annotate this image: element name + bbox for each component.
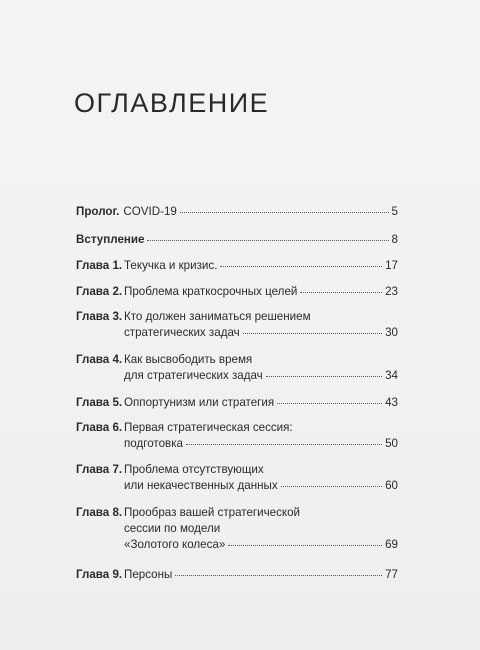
toc-entry-label: Глава 3. [76, 310, 123, 323]
toc-entry-label: Вступление [76, 233, 145, 246]
toc-entry-title: Первая стратегическая сессия: [124, 421, 293, 434]
leader-dots [175, 565, 382, 576]
toc-page-number: 8 [391, 233, 398, 246]
toc-page-number: 60 [385, 479, 398, 492]
toc-page-number: 5 [391, 205, 398, 218]
toc-page-number: 50 [385, 437, 398, 450]
toc-entry-title-cont: стратегических задач [124, 326, 240, 339]
toc-page-number: 23 [385, 285, 398, 298]
toc-page-number: 34 [385, 369, 398, 382]
toc-entry-label: Глава 1. [76, 259, 123, 272]
toc-entry-label: Глава 8. [76, 506, 123, 519]
toc-page-number: 77 [385, 568, 398, 581]
toc-entry-title: Кто должен заниматься решением [124, 310, 311, 323]
leader-dots [243, 323, 382, 334]
leader-dots [220, 256, 382, 267]
toc-page-number: 30 [385, 326, 398, 339]
page-title: ОГЛАВЛЕНИЕ [74, 88, 270, 118]
toc-entry-title: Оппортунизм или стратегия [124, 396, 275, 409]
toc-entry-label: Глава 9. [76, 568, 123, 581]
toc-entry-title: Персоны [124, 568, 173, 581]
toc-entry-title: Проблема краткосрочных целей [124, 285, 298, 298]
leader-dots [228, 535, 382, 546]
leader-dots [281, 476, 382, 487]
toc-page-number: 43 [385, 396, 398, 409]
toc-entry-label: Глава 7. [76, 463, 123, 476]
toc-entry-title-cont: «Золотого колеса» [124, 538, 226, 551]
toc-entry-label: Глава 6. [76, 421, 123, 434]
toc-page-number: 17 [385, 259, 398, 272]
leader-dots [147, 230, 388, 241]
toc-entry-title: COVID-19 [123, 205, 177, 218]
toc-entry-label: Пролог. [76, 205, 120, 218]
leader-dots [277, 393, 382, 404]
toc-entry-title: Как высвободить время [124, 353, 253, 366]
leader-dots [186, 434, 382, 445]
toc-entry-label: Глава 2. [76, 285, 123, 298]
leader-dots [266, 366, 382, 377]
toc-entry-title-cont: для стратегических задач [124, 369, 263, 382]
toc-entry-title-cont: сессии по модели [124, 522, 221, 535]
toc-page-number: 69 [385, 538, 398, 551]
leader-dots [180, 202, 389, 213]
leader-dots [300, 282, 382, 293]
toc-entry-title: Текучка и кризис. [124, 259, 218, 272]
toc-entry-title-cont: или некачественных данных [124, 479, 278, 492]
toc-entry-title: Проблема отсутствующих [124, 463, 264, 476]
toc-entry-title: Прообраз вашей стратегической [124, 506, 301, 519]
toc-entry-label: Глава 5. [76, 396, 123, 409]
toc-entry-title-cont: подготовка [124, 437, 183, 450]
toc-entry-label: Глава 4. [76, 353, 123, 366]
